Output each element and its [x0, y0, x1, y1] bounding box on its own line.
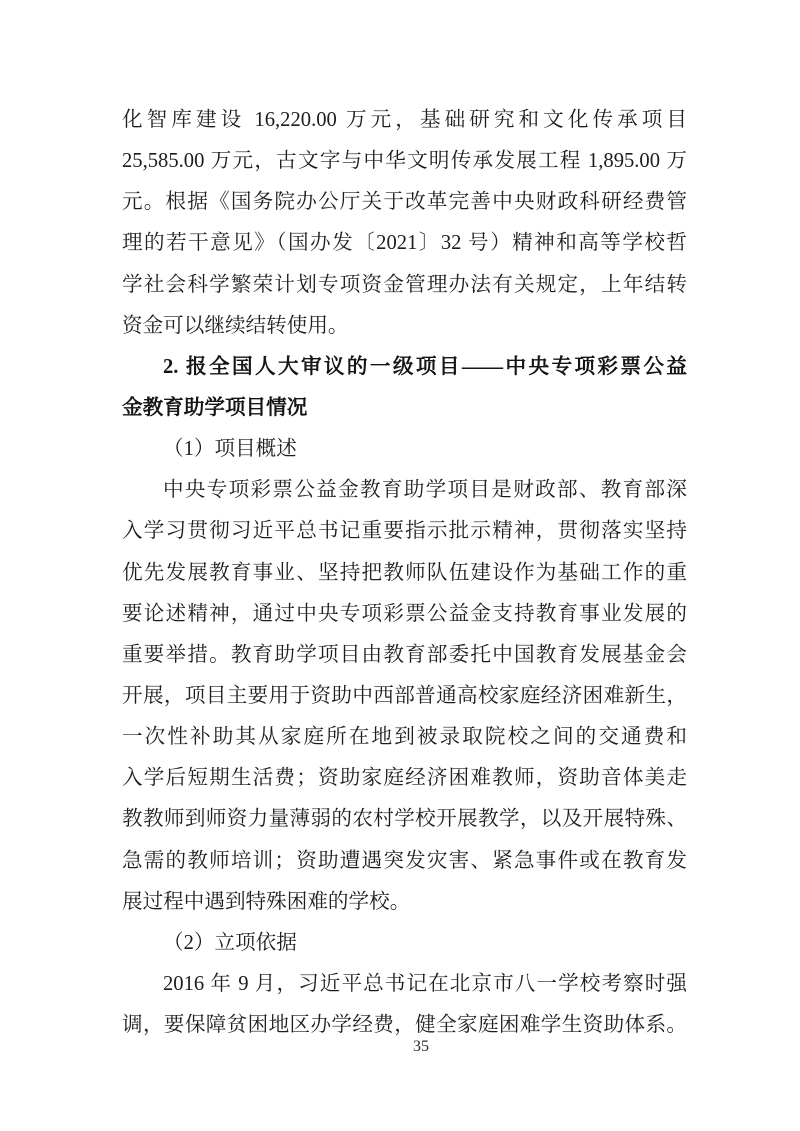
paragraph-line: 教教师到师资力量薄弱的农村学校开展教学，以及开展特殊、	[122, 808, 687, 831]
subsection-heading-line: （1）项目概述	[163, 438, 297, 461]
paragraph-line: 理的若干意见》（国办发〔2021〕32 号）精神和高等学校哲	[122, 232, 687, 255]
paragraph-line: 重要举措。教育助学项目由教育部委托中国教育发展基金会	[122, 643, 687, 666]
page-body	[122, 100, 687, 1046]
paragraph-line: 资金可以继续结转使用。	[122, 314, 349, 337]
paragraph-line: 入学后短期生活费；资助家庭经济困难教师，资助音体美走	[122, 767, 687, 790]
paragraph-line: 优先发展教育事业、坚持把教师队伍建设作为基础工作的重	[122, 561, 687, 584]
paragraph-line: 调，要保障贫困地区办学经费，健全家庭困难学生资助体系。	[122, 1014, 687, 1037]
paragraph-line: 2016 年 9 月，习近平总书记在北京市八一学校考察时强	[163, 972, 687, 995]
section-heading-line: 金教育助学项目情况	[122, 396, 308, 419]
paragraph-line: 化智库建设 16,220.00 万元，基础研究和文化传承项目	[122, 109, 687, 131]
paragraph-line: 元。根据《国务院办公厅关于改革完善中央财政科研经费管	[122, 191, 687, 214]
paragraph-line: 学社会科学繁荣计划专项资金管理办法有关规定，上年结转	[122, 273, 687, 296]
subsection-heading-line: （2）立项依据	[163, 931, 297, 954]
page-number: 35	[413, 1038, 429, 1055]
paragraph-line: 展过程中遇到特殊困难的学校。	[122, 890, 411, 913]
page-footer	[0, 1038, 800, 1056]
paragraph-line: 入学习贯彻习近平总书记重要指示批示精神，贯彻落实坚持	[122, 520, 687, 543]
paragraph-line: 急需的教师培训；资助遭遇突发灾害、紧急事件或在教育发	[122, 849, 687, 872]
paragraph-line: 开展，项目主要用于资助中西部普通高校家庭经济困难新生，	[122, 684, 687, 707]
section-heading-line: 2. 报全国人大审议的一级项目——中央专项彩票公益	[163, 355, 687, 378]
paragraph-line: 25,585.00 万元，古文字与中华文明传承发展工程 1,895.00 万	[122, 150, 687, 173]
paragraph-line: 一次性补助其从家庭所在地到被录取院校之间的交通费和	[122, 726, 687, 749]
paragraph-line: 中央专项彩票公益金教育助学项目是财政部、教育部深	[163, 479, 687, 502]
paragraph-line: 要论述精神，通过中央专项彩票公益金支持教育事业发展的	[122, 602, 687, 625]
